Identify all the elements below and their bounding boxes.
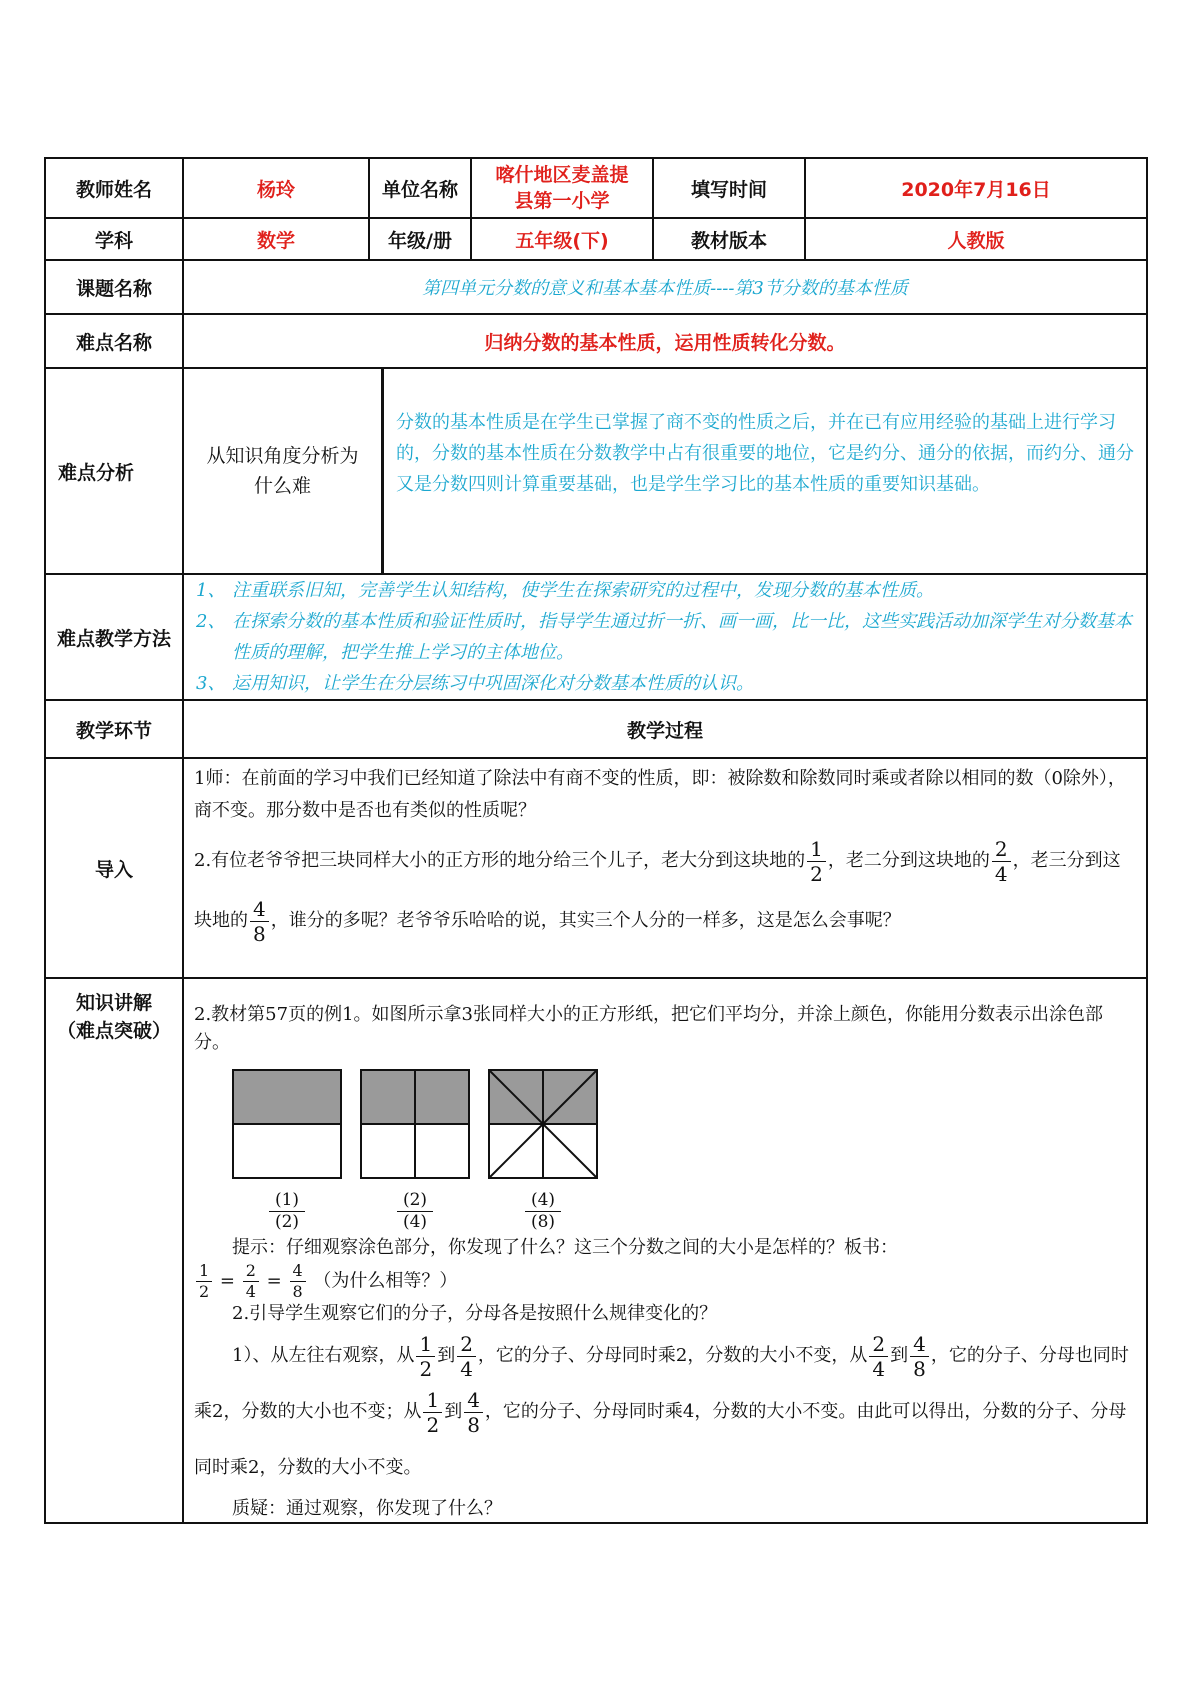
subject-label: 学科 (45, 218, 183, 260)
square-figure-2 (360, 1069, 470, 1231)
methods-row (45, 574, 1147, 700)
analysis-sub-label: 从知识角度分析为什么难 (184, 369, 384, 573)
intro-paragraph-1: 1师：在前面的学习中我们已经知道了除法中有商不变的性质，即：被除数和除数同时乘或者除以相同的数（0除外），商不变。那分数中是否也有类似的性质呢？ (194, 768, 1126, 821)
caption-2: (2) (4) (397, 1191, 433, 1231)
process-value: 教学过程 (183, 700, 1147, 758)
header-row-1 (45, 158, 1147, 218)
edition-value: 人教版 (805, 218, 1147, 260)
intro-row (45, 758, 1147, 978)
topic-label: 课题名称 (45, 260, 183, 314)
knowledge-label: 知识讲解 (75, 992, 152, 1014)
fraction-2-4: $\frac{2}{4}$ (992, 839, 1011, 884)
difficulty-row (45, 314, 1147, 368)
teacher-label: 教师姓名 (45, 158, 183, 218)
square-figures (232, 1069, 1146, 1231)
square-eighths-shaded (488, 1069, 598, 1179)
caption-3: (4) (8) (525, 1191, 561, 1231)
difficulty-label: 难点名称 (45, 314, 183, 368)
difficulty-value: 归纳分数的基本性质，运用性质转化分数。 (183, 314, 1147, 368)
knowledge-row (45, 978, 1147, 1523)
unit-label: 单位名称 (369, 158, 471, 218)
analysis-label: 难点分析 (45, 368, 183, 574)
knowledge-sublabel: （难点突破） (56, 1020, 171, 1042)
analysis-row (45, 368, 1147, 574)
square-quarters-shaded (360, 1069, 470, 1179)
grade-value: 五年级(下) (471, 218, 653, 260)
topic-value: 第四单元分数的意义和基本基本性质----第3节分数的基本性质 (183, 260, 1147, 314)
process-label: 教学环节 (45, 700, 183, 758)
subject-value: 数学 (183, 218, 369, 260)
lesson-plan-table (44, 157, 1148, 1524)
square-figure-3 (488, 1069, 598, 1231)
header-row-2 (45, 218, 1147, 260)
intro-paragraph-2: 2.有位老爷爷把三块同样大小的正方形的地分给三个儿子，老大分到这块地的 $\frac{1}{2}$ ，老二分到这块地的 $\frac{2}{4}$ ，老三分到这块地的 $\frac{4}{8}$ ，谁分的多呢？老爷爷乐哈哈的说，其实三个人分的一样多，这是怎么会事呢？ (194, 836, 1121, 946)
analysis-text: 分数的基本性质是在学生已掌握了商不变的性质之后，并在已有应用经验的基础上进行学习的，分数的基本性质在分数教学中占有很重要的地位，它是约分、通分的依据，而约分、通分又是分数四则计算重要基础，也是学生学习比的基本性质的重要知识基础。 (396, 412, 1134, 495)
knowledge-paragraph-1: 2.教材第57页的例1。如图所示拿3张同样大小的正方形纸，把它们平均分，并涂上颜色，你能用分数表示出涂色部分。 (194, 1004, 1103, 1053)
equation-line: $\frac{1}{2}$ = $\frac{2}{4}$ = $\frac{4}{8}$ （为什么相等？） (184, 1261, 1146, 1300)
topic-row (45, 260, 1147, 314)
square-half-shaded (232, 1069, 342, 1179)
fraction-4-8: $\frac{4}{8}$ (250, 899, 269, 944)
teacher-value: 杨玲 (183, 158, 369, 218)
grade-label: 年级/册 (369, 218, 471, 260)
process-header-row (45, 700, 1147, 758)
fill-time-value: 2020年7月16日 (805, 158, 1147, 218)
lesson-plan-page (44, 157, 1146, 1524)
question-text: 质疑：通过观察，你发现了什么？ (232, 1498, 502, 1520)
method-item-2: 2、 在探索分数的基本性质和验证性质时，指导学生通过折一折、画一画，比一比，这些实践活动加深学生对分数基本性质的理解，把学生推上学习的主体地位。 (196, 611, 1132, 663)
methods-list (184, 575, 1146, 699)
caption-1: (1) (2) (269, 1191, 305, 1231)
square-figure-1 (232, 1069, 342, 1231)
method-item-1: 1、 注重联系旧知，完善学生认知结构，使学生在探索研究的过程中，发现分数的基本性质。 (196, 580, 934, 601)
hint-text: 提示：仔细观察涂色部分，你发现了什么？这三个分数之间的大小是怎样的？板书： (232, 1237, 898, 1259)
edition-label: 教材版本 (653, 218, 805, 260)
unit-value: 喀什地区麦盖提县第一小学 (471, 158, 653, 218)
fraction-1-2: $\frac{1}{2}$ (807, 839, 826, 884)
observation-paragraph: 1）、从左往右观察，从 $\frac{1}{2}$ 到 $\frac{2}{4}$ ，它的分子、分母同时乘2，分数的大小不变，从 $\frac{2}{4}$ 到 $\frac{4}{8}$ ，它的分子、分母也同时乘2，分数的大小也不变；从 $\frac{1}{2}$ 到 $\frac{4}{8}$ ，它的分子、分母同时乘4，分数的大小不变。由此可以得出，分数的分子、分母同时乘2，分数的大小不变。 (194, 1331, 1129, 1479)
method-item-3: 3、 运用知识，让学生在分层练习中巩固深化对分数基本性质的认识。 (196, 673, 754, 694)
methods-label: 难点教学方法 (45, 574, 183, 700)
fill-time-label: 填写时间 (653, 158, 805, 218)
guide-text: 2.引导学生观察它们的分子，分母各是按照什么规律变化的？ (232, 1303, 718, 1325)
intro-label: 导入 (45, 758, 183, 978)
